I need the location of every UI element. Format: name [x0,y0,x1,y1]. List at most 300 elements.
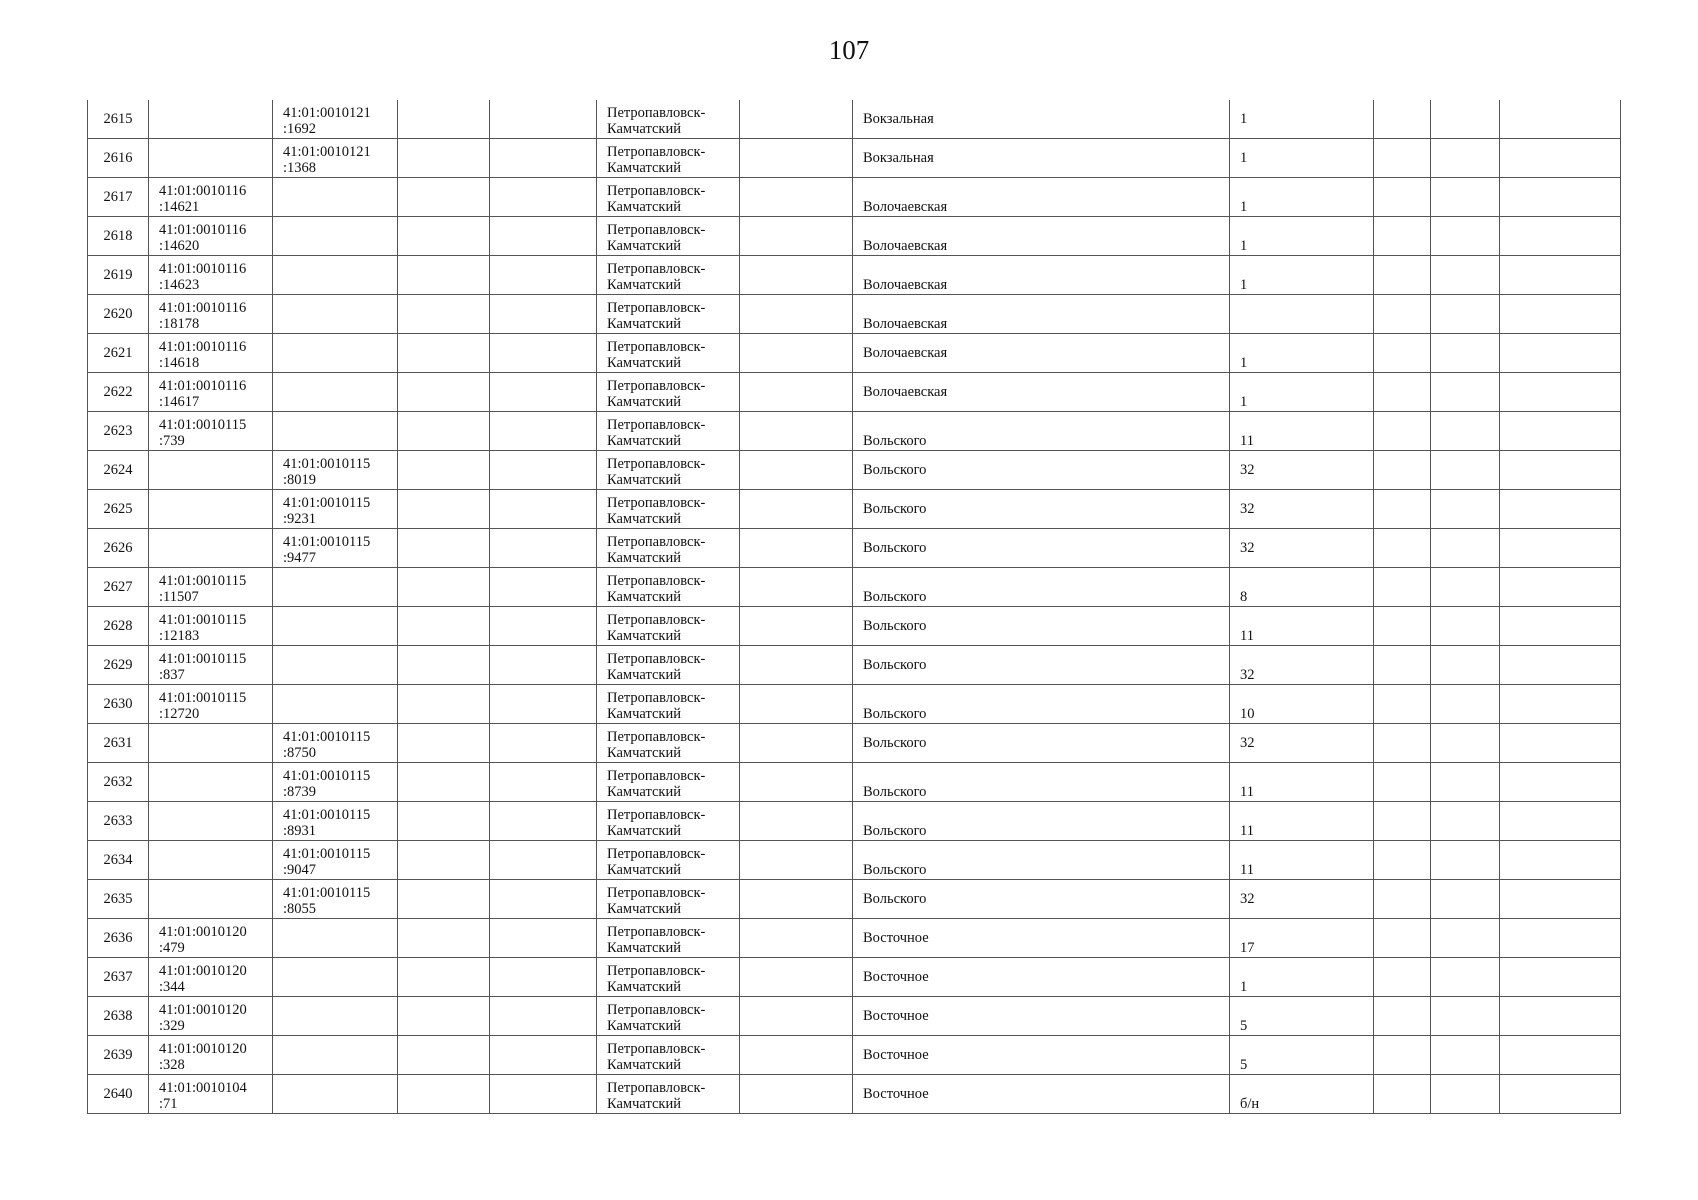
empty-cell [1500,529,1621,568]
cell-line: 41:01:0010115 [283,456,371,472]
empty-cell [1431,334,1500,373]
empty-cell [1374,646,1431,685]
empty-cell [1500,100,1621,139]
cell-line: Камчатский [607,199,681,215]
table-row [88,568,1621,607]
cadastral-number-cell [149,373,273,412]
table-row [88,451,1621,490]
table-row [88,529,1621,568]
house-number-cell: 11 [1230,763,1374,802]
cell-line: Камчатский [607,706,681,722]
empty-cell [1374,568,1431,607]
city-cell [597,646,740,685]
empty-cell [490,373,597,412]
cell-line: Петропавловск- [607,144,706,160]
empty-cell [490,451,597,490]
row-number-cell: 2618 [88,217,149,256]
city-cell [597,529,740,568]
cadastral-number-cell [149,685,273,724]
house-number-cell: 32 [1230,724,1374,763]
cadastral-number-cell [273,256,398,295]
empty-cell [740,919,853,958]
cell-line: Петропавловск- [607,261,706,277]
empty-cell [1431,451,1500,490]
row-number-cell: 2637 [88,958,149,997]
cell-line: Петропавловск- [607,1080,706,1096]
cell-line: :328 [159,1057,185,1073]
table-row [88,334,1621,373]
empty-cell [740,139,853,178]
cell-line: Петропавловск- [607,807,706,823]
cell-line: Камчатский [607,901,681,917]
cadastral-number-cell [273,880,398,919]
cadastral-number-cell [149,880,273,919]
table-row [88,685,1621,724]
empty-cell [1374,1036,1431,1075]
city-cell [597,451,740,490]
city-cell [597,217,740,256]
empty-cell [740,802,853,841]
street-cell: Восточное [853,1036,1230,1075]
street-cell: Вольского [853,646,1230,685]
house-number-cell: 5 [1230,997,1374,1036]
address-table [87,100,1621,1114]
cell-line: :11507 [159,589,199,605]
empty-cell [490,217,597,256]
empty-cell [1500,139,1621,178]
row-number-cell: 2617 [88,178,149,217]
empty-cell [1431,802,1500,841]
table-row [88,412,1621,451]
cell-line: 41:01:0010120 [159,1041,247,1057]
cell-line: :344 [159,979,185,995]
cell-line: 41:01:0010121 [283,105,371,121]
cell-line: Петропавловск- [607,300,706,316]
cell-line: 41:01:0010116 [159,183,247,199]
cell-line: Петропавловск- [607,339,706,355]
cell-line: Петропавловск- [607,885,706,901]
city-cell [597,880,740,919]
city-cell [597,919,740,958]
cell-line: Петропавловск- [607,612,706,628]
cell-line: Петропавловск- [607,1041,706,1057]
cadastral-number-cell [273,373,398,412]
street-cell: Вольского [853,490,1230,529]
cell-line: :8055 [283,901,317,917]
empty-cell [1374,685,1431,724]
empty-cell [1431,724,1500,763]
empty-cell [1431,100,1500,139]
cadastral-number-cell [149,997,273,1036]
empty-cell [1500,997,1621,1036]
city-cell [597,724,740,763]
empty-cell [1500,919,1621,958]
empty-cell [1374,763,1431,802]
row-number-cell: 2629 [88,646,149,685]
empty-cell [1374,958,1431,997]
empty-cell [398,373,490,412]
empty-cell [398,490,490,529]
empty-cell [1374,607,1431,646]
empty-cell [490,646,597,685]
empty-cell [740,568,853,607]
empty-cell [1374,334,1431,373]
cell-line: :12183 [159,628,200,644]
empty-cell [740,178,853,217]
cell-line: 41:01:0010115 [283,768,371,784]
empty-cell [1500,724,1621,763]
table-row [88,958,1621,997]
empty-cell [490,919,597,958]
street-cell: Вокзальная [853,139,1230,178]
cell-line: Камчатский [607,277,681,293]
street-cell: Волочаевская [853,334,1230,373]
row-number-cell: 2635 [88,880,149,919]
empty-cell [1431,880,1500,919]
cell-line: Петропавловск- [607,768,706,784]
cell-line: :12720 [159,706,200,722]
empty-cell [1431,997,1500,1036]
cell-line: Камчатский [607,433,681,449]
city-cell [597,685,740,724]
cell-line: :8931 [283,823,317,839]
cell-line: Камчатский [607,238,681,254]
empty-cell [1374,490,1431,529]
row-number-cell: 2636 [88,919,149,958]
street-cell: Вольского [853,763,1230,802]
empty-cell [490,724,597,763]
empty-cell [1500,256,1621,295]
cell-line: 41:01:0010115 [283,534,371,550]
cell-line: Камчатский [607,1018,681,1034]
street-cell: Вольского [853,685,1230,724]
empty-cell [1374,256,1431,295]
cell-line: :9231 [283,511,317,527]
house-number-cell: 11 [1230,841,1374,880]
empty-cell [398,178,490,217]
row-number-cell: 2634 [88,841,149,880]
cell-line: 41:01:0010116 [159,261,247,277]
empty-cell [490,997,597,1036]
empty-cell [1374,373,1431,412]
cell-line: Камчатский [607,1057,681,1073]
empty-cell [1431,295,1500,334]
cadastral-number-cell [273,841,398,880]
street-cell: Волочаевская [853,217,1230,256]
empty-cell [1374,997,1431,1036]
cadastral-number-cell [273,490,398,529]
empty-cell [1374,217,1431,256]
empty-cell [1374,919,1431,958]
row-number-cell: 2632 [88,763,149,802]
city-cell [597,412,740,451]
street-cell: Вольского [853,412,1230,451]
cell-line: Камчатский [607,823,681,839]
empty-cell [740,334,853,373]
empty-cell [490,568,597,607]
cadastral-number-cell [149,412,273,451]
city-cell [597,139,740,178]
house-number-cell: 32 [1230,451,1374,490]
cell-line: 41:01:0010116 [159,378,247,394]
row-number-cell: 2616 [88,139,149,178]
row-number-cell: 2628 [88,607,149,646]
street-cell: Вольского [853,802,1230,841]
cadastral-number-cell [273,646,398,685]
empty-cell [740,100,853,139]
empty-cell [398,1075,490,1114]
empty-cell [490,100,597,139]
empty-cell [398,763,490,802]
empty-cell [1374,529,1431,568]
cell-line: 41:01:0010115 [159,612,247,628]
empty-cell [490,841,597,880]
cadastral-number-cell [273,412,398,451]
table-row [88,178,1621,217]
empty-cell [398,997,490,1036]
empty-cell [398,568,490,607]
empty-cell [1500,490,1621,529]
house-number-cell: 1 [1230,139,1374,178]
cell-line: Петропавловск- [607,729,706,745]
cell-line: Камчатский [607,550,681,566]
cadastral-number-cell [149,1075,273,1114]
cell-line: Петропавловск- [607,378,706,394]
street-cell: Вольского [853,880,1230,919]
city-cell [597,100,740,139]
table-row [88,217,1621,256]
cell-line: 41:01:0010115 [283,846,371,862]
empty-cell [1374,451,1431,490]
row-number-cell: 2620 [88,295,149,334]
table-row [88,997,1621,1036]
empty-cell [490,178,597,217]
empty-cell [740,841,853,880]
cadastral-number-cell [273,217,398,256]
empty-cell [1500,334,1621,373]
cadastral-number-cell [273,100,398,139]
empty-cell [740,256,853,295]
cadastral-number-cell [149,490,273,529]
table-row [88,763,1621,802]
empty-cell [740,763,853,802]
cell-line: :14617 [159,394,200,410]
house-number-cell: 11 [1230,607,1374,646]
empty-cell [490,412,597,451]
empty-cell [490,334,597,373]
street-cell: Восточное [853,958,1230,997]
row-number-cell: 2619 [88,256,149,295]
empty-cell [740,1036,853,1075]
empty-cell [398,139,490,178]
street-cell: Волочаевская [853,373,1230,412]
cell-line: 41:01:0010116 [159,339,247,355]
house-number-cell: 1 [1230,217,1374,256]
house-number-cell: 32 [1230,646,1374,685]
cell-line: Петропавловск- [607,846,706,862]
empty-cell [1374,880,1431,919]
empty-cell [740,958,853,997]
cadastral-number-cell [273,919,398,958]
city-cell [597,256,740,295]
table-row [88,880,1621,919]
cell-line: :14620 [159,238,200,254]
cadastral-number-cell [149,334,273,373]
street-cell: Волочаевская [853,256,1230,295]
street-cell: Вольского [853,841,1230,880]
cadastral-number-cell [273,334,398,373]
empty-cell [398,880,490,919]
cell-line: 41:01:0010115 [159,417,247,433]
table-row [88,256,1621,295]
empty-cell [1431,646,1500,685]
table-row [88,841,1621,880]
empty-cell [1431,958,1500,997]
table-row [88,139,1621,178]
cadastral-number-cell [149,529,273,568]
cell-line: :329 [159,1018,185,1034]
empty-cell [1374,412,1431,451]
house-number-cell [1230,295,1374,334]
empty-cell [1374,841,1431,880]
cell-line: Петропавловск- [607,924,706,940]
empty-cell [740,295,853,334]
cell-line: Петропавловск- [607,1002,706,1018]
empty-cell [398,295,490,334]
house-number-cell: 8 [1230,568,1374,607]
table-row [88,1075,1621,1114]
cadastral-number-cell [149,646,273,685]
empty-cell [1500,217,1621,256]
cadastral-number-cell [149,919,273,958]
empty-cell [398,724,490,763]
empty-cell [1431,217,1500,256]
cell-line: :71 [159,1096,178,1112]
row-number-cell: 2624 [88,451,149,490]
cadastral-number-cell [273,724,398,763]
cadastral-number-cell [273,607,398,646]
empty-cell [490,802,597,841]
cell-line: Петропавловск- [607,963,706,979]
empty-cell [740,724,853,763]
cell-line: 41:01:0010121 [283,144,371,160]
empty-cell [398,334,490,373]
cell-line: :1368 [283,160,317,176]
empty-cell [398,919,490,958]
cadastral-number-cell [273,295,398,334]
empty-cell [490,958,597,997]
cell-line: Камчатский [607,862,681,878]
row-number-cell: 2626 [88,529,149,568]
cadastral-number-cell [273,997,398,1036]
empty-cell [490,607,597,646]
empty-cell [1431,412,1500,451]
cell-line: 41:01:0010115 [283,729,371,745]
cell-line: 41:01:0010116 [159,300,247,316]
empty-cell [398,451,490,490]
city-cell [597,958,740,997]
city-cell [597,997,740,1036]
street-cell: Восточное [853,997,1230,1036]
house-number-cell: 11 [1230,802,1374,841]
street-cell: Вольского [853,607,1230,646]
street-cell: Волочаевская [853,178,1230,217]
empty-cell [1431,178,1500,217]
street-cell: Вольского [853,568,1230,607]
house-number-cell: 11 [1230,412,1374,451]
empty-cell [740,373,853,412]
empty-cell [740,607,853,646]
empty-cell [398,529,490,568]
empty-cell [398,1036,490,1075]
cell-line: 41:01:0010115 [159,573,247,589]
empty-cell [490,490,597,529]
empty-cell [1374,724,1431,763]
cadastral-number-cell [149,217,273,256]
house-number-cell: 10 [1230,685,1374,724]
empty-cell [490,256,597,295]
house-number-cell: 5 [1230,1036,1374,1075]
table-row [88,646,1621,685]
house-number-cell: 1 [1230,178,1374,217]
empty-cell [398,841,490,880]
cell-line: Петропавловск- [607,573,706,589]
empty-cell [1431,607,1500,646]
cell-line: 41:01:0010115 [283,807,371,823]
empty-cell [740,529,853,568]
cadastral-number-cell [149,802,273,841]
cell-line: :8750 [283,745,317,761]
cadastral-number-cell [149,139,273,178]
cell-line: Камчатский [607,940,681,956]
city-cell [597,334,740,373]
cell-line: 41:01:0010104 [159,1080,247,1096]
cell-line: Петропавловск- [607,690,706,706]
cadastral-number-cell [149,568,273,607]
cell-line: Камчатский [607,316,681,332]
city-cell [597,607,740,646]
cell-line: :479 [159,940,185,956]
cadastral-number-cell [149,763,273,802]
cell-line: :18178 [159,316,200,332]
cadastral-number-cell [149,1036,273,1075]
empty-cell [1431,568,1500,607]
cell-line: :14621 [159,199,200,215]
empty-cell [398,607,490,646]
cell-line: Камчатский [607,784,681,800]
city-cell [597,178,740,217]
cadastral-number-cell [149,178,273,217]
cadastral-number-cell [273,1036,398,1075]
empty-cell [1374,295,1431,334]
row-number-cell: 2622 [88,373,149,412]
empty-cell [1500,880,1621,919]
row-number-cell: 2640 [88,1075,149,1114]
empty-cell [1431,763,1500,802]
empty-cell [490,1036,597,1075]
empty-cell [490,1075,597,1114]
cell-line: 41:01:0010115 [283,495,371,511]
empty-cell [490,295,597,334]
empty-cell [1500,568,1621,607]
cadastral-number-cell [149,607,273,646]
table-body [88,100,1621,1114]
empty-cell [1374,178,1431,217]
empty-cell [490,763,597,802]
empty-cell [1500,607,1621,646]
cadastral-number-cell [149,841,273,880]
cadastral-number-cell [273,1075,398,1114]
